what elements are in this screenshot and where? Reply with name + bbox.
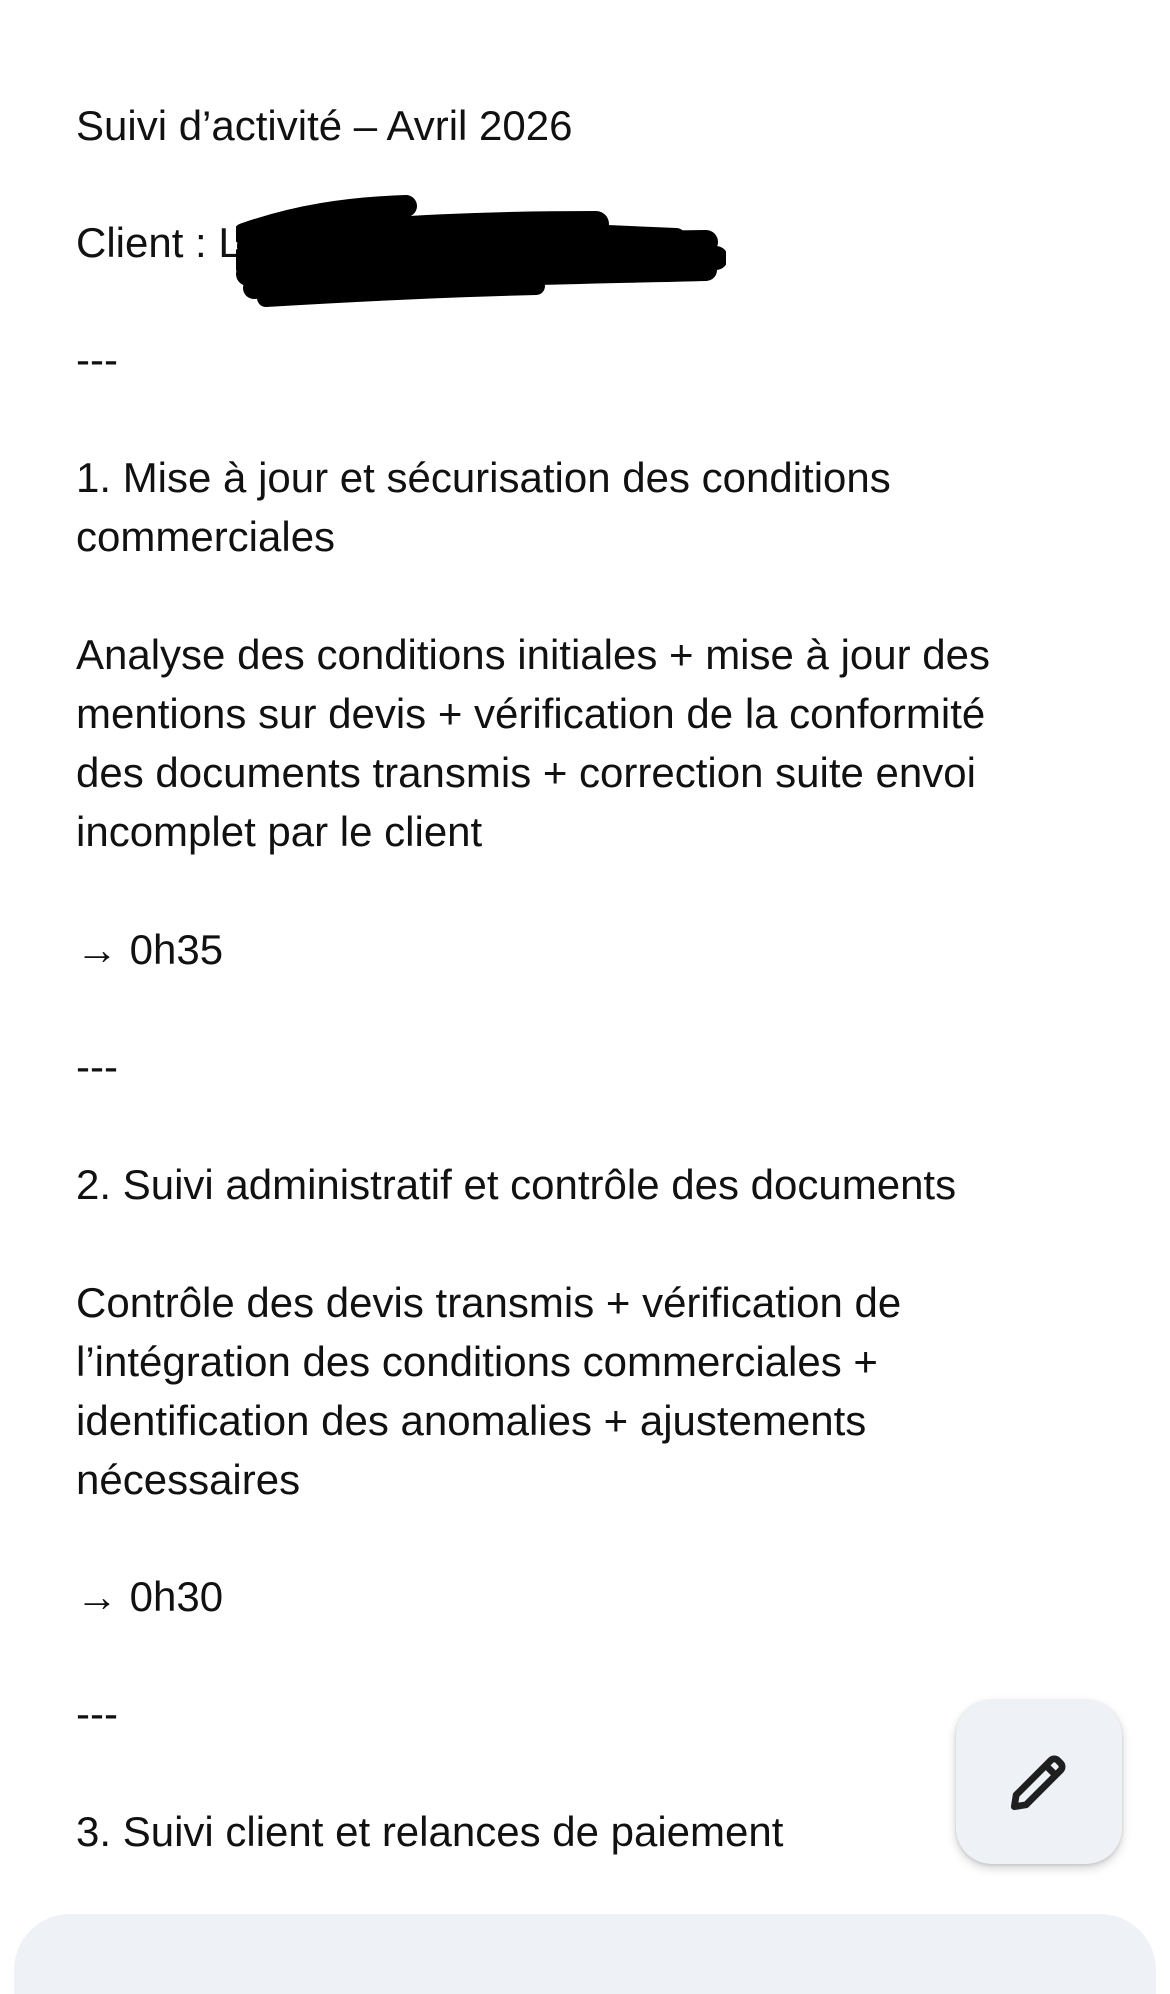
pencil-icon bbox=[1002, 1745, 1076, 1819]
section-2-heading: 2. Suivi administratif et contrôle des documents bbox=[76, 1161, 957, 1208]
edit-button[interactable] bbox=[956, 1700, 1122, 1864]
section-1-heading-line-1: 1. Mise à jour et sécurisation des conditions bbox=[76, 454, 891, 501]
section-2-body-line-4: nécessaires bbox=[76, 1456, 301, 1503]
separator: --- bbox=[76, 336, 118, 383]
section-1-heading-line-2: commerciales bbox=[76, 513, 336, 560]
bottom-sheet-edge bbox=[14, 1914, 1156, 1994]
separator: --- bbox=[76, 1043, 118, 1090]
section-1-duration: → 0h35 bbox=[76, 926, 224, 973]
section-2-body-line-2: l’intégration des conditions commerciales + bbox=[76, 1338, 878, 1385]
section-2-duration: → 0h30 bbox=[76, 1573, 224, 1620]
section-1-body-line-3: des documents transmis + correction suite envoi bbox=[76, 749, 976, 796]
client-line: Client : L bbox=[76, 219, 242, 266]
separator: --- bbox=[76, 1690, 118, 1737]
redaction-scribble bbox=[236, 194, 726, 310]
section-3-heading: 3. Suivi client et relances de paiement bbox=[76, 1808, 784, 1855]
section-1-body-line-1: Analyse des conditions initiales + mise à jour des bbox=[76, 631, 990, 678]
section-1-body-line-4: incomplet par le client bbox=[76, 808, 483, 855]
section-1-body-line-2: mentions sur devis + vérification de la conformité bbox=[76, 690, 986, 737]
document-title: Suivi d’activité – Avril 2026 bbox=[76, 102, 573, 149]
section-2-body-line-1: Contrôle des devis transmis + vérification de bbox=[76, 1279, 902, 1326]
section-2-body-line-3: identification des anomalies + ajustements bbox=[76, 1397, 867, 1444]
